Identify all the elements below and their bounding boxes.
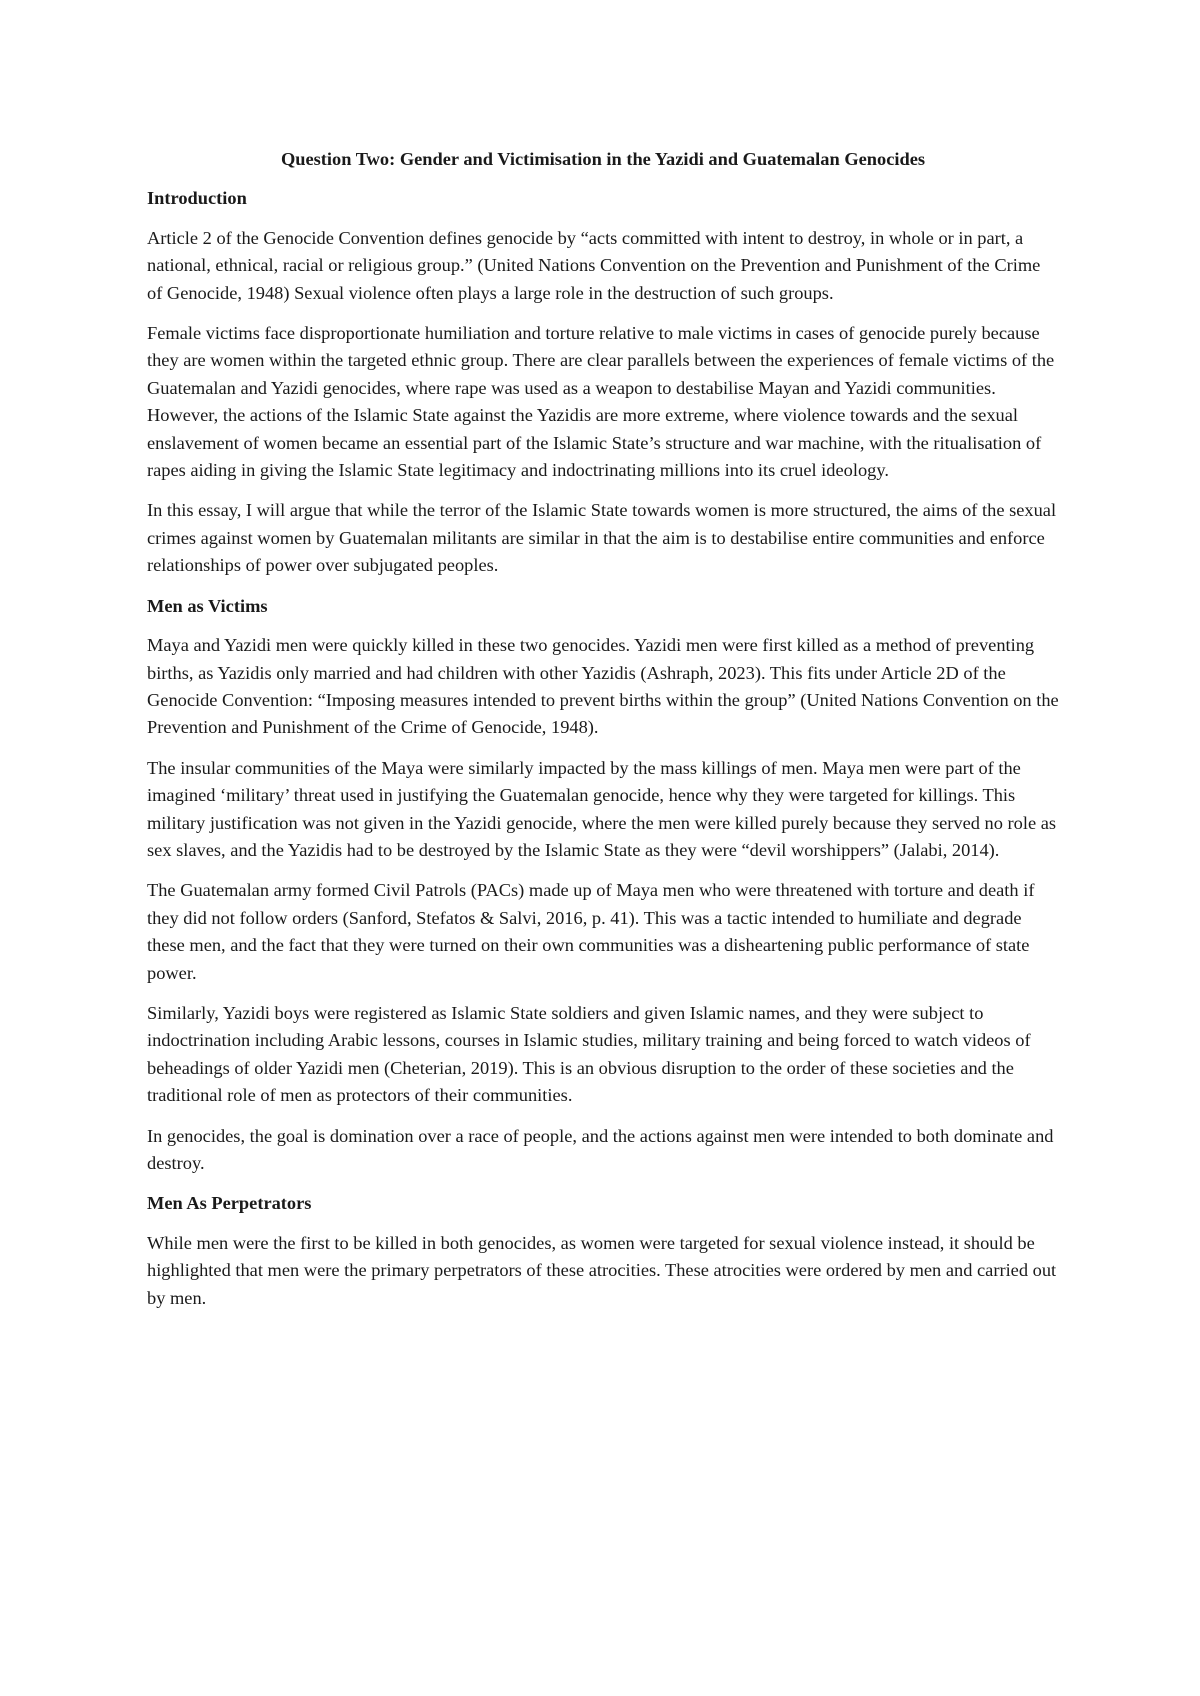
paragraph: Female victims face disproportionate humiliation and torture relative to male victims in cases of genocide purely because they are women within the targeted ethnic group. There are clear parallels between the experiences of female victims of the Guatemalan and Yazidi genocides, where rape was used as a weapon to destabilise Mayan and Yazidi communities. However, the actions of the Islamic State against the Yazidis are more extreme, where violence towards and the sexual enslavement of women became an essential part of the Islamic State’s structure and war machine, with the ritualisation of rapes aiding in giving the Islamic State legitimacy and indoctrinating millions into its cruel ideology. (147, 323, 1055, 481)
paragraph: Similarly, Yazidi boys were registered as Islamic State soldiers and given Islamic names, and they were subject to indoctrination including Arabic lessons, courses in Islamic studies, military training and being forced to watch videos of beheadings of older Yazidi men (Cheterian, 2019). This is an obvious disruption to the order of these societies and the traditional role of men as protectors of their communities. (147, 1002, 1031, 1106)
paragraph: Maya and Yazidi men were quickly killed in these two genocides. Yazidi men were first killed as a method of preventing births, as Yazidis only married and had children with other Yazidis (Ashraph, 2023). This fits under Article 2D of the Genocide Convention: “Imposing measures intended to prevent births within the group” (United Nations Convention on the Prevention and Punishment of the Crime of Genocide, 1948). (147, 635, 1059, 738)
paragraph: In genocides, the goal is domination over a race of people, and the actions against men were intended to both dominate and destroy. (147, 1125, 1054, 1173)
document-title: Question Two: Gender and Victimisation in the Yazidi and Guatemalan Genocides (280, 149, 926, 169)
section-heading-introduction: Introduction (147, 188, 247, 209)
paragraph: Article 2 of the Genocide Convention defines genocide by “acts committed with intent to destroy, in whole or in part, a national, ethnical, racial or religious group.” (United Nations Convention on the Prevention and Punishment of the Crime of Genocide, 1948) Sexual violence often plays a large role in the destruction of such groups. (147, 227, 1041, 303)
paragraph: In this essay, I will argue that while the terror of the Islamic State towards women is more structured, the aims of the sexual crimes against women by Guatemalan militants are similar in that the aim is to destabilise entire communities and enforce relationships of power over subjugated peoples. (147, 500, 1057, 576)
section-heading-men-as-perpetrators: Men As Perpetrators (147, 1193, 312, 1214)
section-heading-men-as-victims: Men as Victims (147, 595, 268, 616)
paragraph: The Guatemalan army formed Civil Patrols (PACs) made up of Maya men who were threatened with torture and death if they did not follow orders (Sanford, Stefatos & Salvi, 2016, p. 41). This was a tactic intended to humiliate and degrade these men, and the fact that they were turned on their own communities was a disheartening public performance of state power. (147, 880, 1035, 983)
paragraph: While men were the first to be killed in both genocides, as women were targeted for sexual violence instead, it should be highlighted that men were the primary perpetrators of these atrocities. These atrocities were ordered by men and carried out by men. (147, 1232, 1057, 1308)
document-body (147, 146, 1059, 1325)
paragraph: The insular communities of the Maya were similarly impacted by the mass killings of men. Maya men were part of the imagined ‘military’ threat used in justifying the Guatemalan genocide, hence why they were targeted for killings. This military justification was not given in the Yazidi genocide, where the men were killed purely because they served no role as sex slaves, and the Yazidis had to be destroyed by the Islamic State as they were “devil worshippers” (Jalabi, 2014). (147, 757, 1057, 860)
